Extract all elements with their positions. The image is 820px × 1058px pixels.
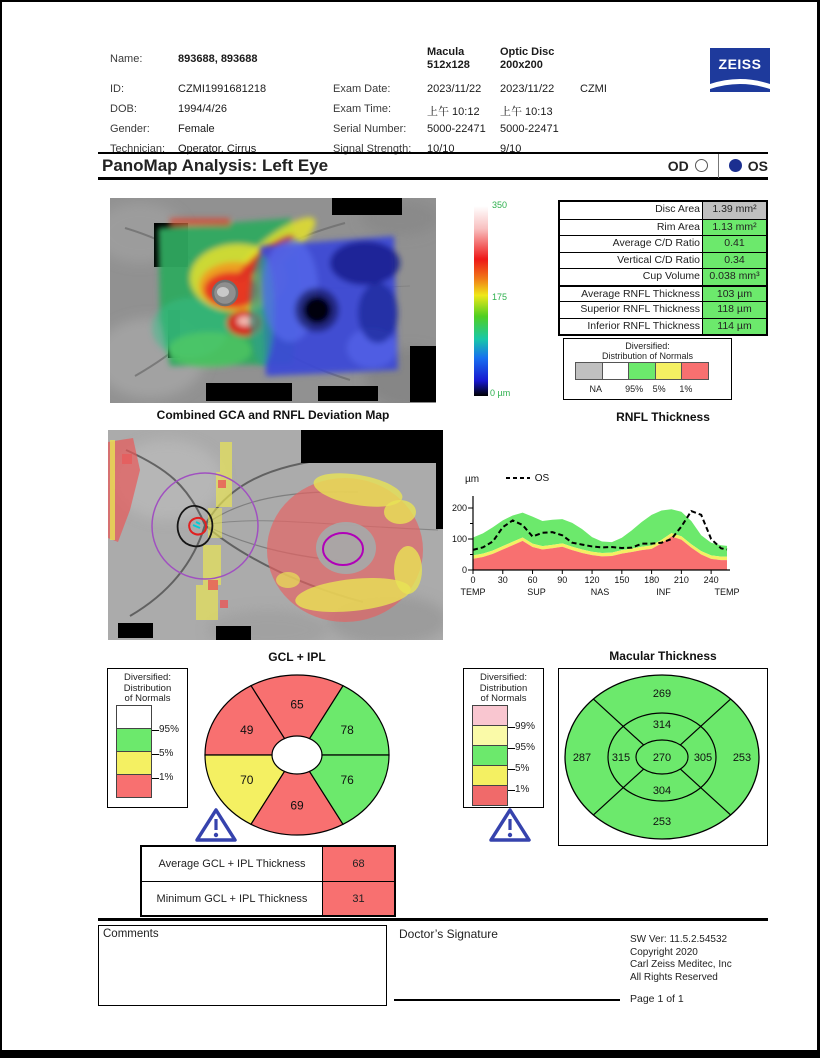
legend-tick [508,748,515,749]
rnfl-thickness-label: RNFL Thickness [616,410,710,424]
macula-exam-time: 上午 10:12 [427,106,480,118]
legend-tick [152,730,159,731]
site-code: CZMI [580,83,607,95]
svg-text:INF: INF [656,587,671,597]
page-title: PanoMap Analysis: Left Eye [102,155,329,175]
legend-swatch-stack [116,706,152,798]
svg-text:120: 120 [584,575,600,585]
comments-box[interactable] [98,925,387,1006]
table-row-value: 0.34 [702,253,766,269]
table-row [560,219,766,236]
table-row-value: 1.39 mm² [702,202,766,219]
svg-text:287: 287 [572,752,592,764]
legend-title-line: Distribution of Normals [601,351,694,361]
sw-version: SW Ver: 11.5.2.54532 [630,934,728,945]
svg-text:314: 314 [652,719,672,731]
svg-text:30: 30 [497,575,508,585]
legend-label: 1% [159,772,174,783]
exam-date-label: Exam Date: [333,83,391,95]
legend-label: 95% [625,384,644,394]
svg-text:150: 150 [614,575,630,585]
copyright: Copyright 2020 [630,946,698,958]
svg-text:78: 78 [340,722,354,737]
table-row [560,285,766,302]
legend-label: 5% [652,384,666,394]
gender-value: Female [178,123,215,135]
legend-tick [152,754,159,755]
table-row [560,235,766,252]
scale-max-label: 350 [492,200,508,210]
eye-divider [718,154,719,178]
svg-text:76: 76 [340,773,354,788]
table-row-label: Superior RNFL Thickness [580,303,700,315]
table-row-value: 0.41 [702,236,766,252]
signal-label: Signal Strength: [333,143,412,155]
svg-text:65: 65 [290,697,304,712]
svg-text:µm: µm [464,474,480,485]
table-row-value: 114 µm [702,319,766,335]
legend-swatch [602,362,630,380]
signature-line [394,999,620,1001]
thickness-color-scale [473,206,489,396]
id-value: CZMI1991681218 [178,83,267,95]
legend-swatch [575,362,603,380]
svg-text:200: 200 [452,503,467,513]
title-bar [98,152,768,180]
legend-swatch [681,362,709,380]
footer-divider [98,918,768,921]
gender-label: Gender: [110,123,150,135]
legend-tick [152,778,159,779]
legend-tick [508,727,515,728]
table-row-label: Inferior RNFL Thickness [587,319,700,332]
macula-scan-subtitle: 512x128 [427,59,470,71]
legend-swatch [628,362,656,380]
table-row [560,252,766,269]
svg-text:253: 253 [732,752,752,764]
id-label: ID: [110,83,125,95]
od-radio[interactable] [695,159,708,172]
optic-serial: 5000-22471 [500,123,559,135]
svg-text:304: 304 [652,785,672,797]
table-row [560,318,766,335]
macula-serial: 5000-22471 [427,123,486,135]
legend-swatch [116,728,152,752]
table-row-value: 31 [322,882,394,915]
table-row-value: 1.13 mm² [702,220,766,236]
combined-gca-rnfl-deviation-map-image [110,198,436,403]
svg-text:270: 270 [652,752,672,764]
optic-scan-title: Optic Disc [500,46,555,58]
svg-text:TEMP: TEMP [714,587,740,597]
svg-text:315: 315 [611,752,631,764]
os-radio-selected[interactable] [729,159,742,172]
table-row [142,881,394,915]
svg-text:60: 60 [527,575,538,585]
legend-title: Diversified: Distribution of Normals [123,672,172,704]
table-row-label: Average GCL + IPL Thickness [158,858,306,870]
legend-title: Diversified: Distribution of Normals [479,672,528,704]
svg-text:69: 69 [290,798,304,813]
page-number: Page 1 of 1 [630,993,684,1005]
table-row-value: 68 [322,847,394,881]
legend-label: 1% [679,384,693,394]
scale-min-label: 0 µm [490,388,511,398]
svg-text:49: 49 [240,722,254,737]
macular-thickness-title: Macular Thickness [609,649,717,663]
optic-exam-time: 上午 10:13 [500,106,553,118]
technician-label: Technician: [110,143,166,155]
svg-text:OS: OS [534,473,550,484]
table-row [560,301,766,318]
table-row-label: Average RNFL Thickness [581,287,700,300]
od-label: OD [667,157,689,174]
os-label: OS [747,157,768,174]
table-row-label: Rim Area [656,220,700,233]
legend-label: 5% [515,763,530,774]
onh-parameters-table [558,200,768,336]
rnfl-tsnit-chart [452,468,762,602]
legend-swatch [116,774,152,798]
warning-icon [487,806,533,844]
exam-time-label: Exam Time: [333,103,392,115]
technician-value: Operator, Cirrus [178,143,257,155]
optic-scan-subtitle: 200x200 [500,59,543,71]
macula-signal: 10/10 [427,143,455,155]
table-row-value: 0.038 mm³ [702,269,766,285]
signature-label: Doctor’s Signature [399,927,498,941]
macula-scan-title: Macula [427,46,465,58]
legend-swatch-stack [472,706,508,806]
dob-label: DOB: [110,103,137,115]
svg-text:NAS: NAS [590,587,610,597]
warning-icon [193,806,239,844]
legend-swatch [472,705,508,726]
legend-label: 1% [515,784,530,795]
legend-label: 5% [159,748,174,759]
legend-label: NA [589,384,602,394]
table-row [560,268,766,285]
svg-text:ZEISS: ZEISS [718,56,762,72]
svg-text:0: 0 [461,565,467,575]
legend-label: 99% [515,721,536,732]
legend-swatch [472,745,508,766]
legend-swatch [472,785,508,806]
svg-text:269: 269 [652,688,672,700]
scale-mid-label: 175 [492,292,508,302]
svg-text:0: 0 [470,575,476,585]
gcl-normals-legend [107,668,188,808]
optic-exam-date: 2023/11/22 [500,83,555,95]
legend-swatch [472,765,508,786]
svg-text:180: 180 [644,575,660,585]
table-row-label: Vertical C/D Ratio [617,253,700,266]
macular-normals-legend [463,668,544,808]
optic-signal: 9/10 [500,143,522,155]
eye-selector [668,154,768,178]
table-row [560,202,766,219]
rnfl-normals-legend [563,338,732,400]
legend-swatch [655,362,683,380]
macular-etdrs-grid [559,669,766,844]
software-info [630,934,732,984]
legend-swatch [116,705,152,729]
table-row-label: Cup Volume [642,270,700,282]
dob-value: 1994/4/26 [178,103,227,115]
name-label: Name: [110,53,143,65]
legend-swatch [472,725,508,746]
svg-text:253: 253 [652,816,672,828]
table-row-label: Disc Area [655,203,700,215]
svg-text:240: 240 [703,575,719,585]
company: Carl Zeiss Meditec, Inc [630,959,732,970]
table-row-label: Average C/D Ratio [612,237,700,249]
comments-label: Comments [103,928,159,940]
svg-text:305: 305 [693,752,713,764]
svg-text:210: 210 [673,575,689,585]
macular-thickness-chart-box [558,668,768,846]
gcl-ipl-summary-table [140,845,396,917]
svg-text:SUP: SUP [527,587,546,597]
panomap-fundus-deviation-image [108,430,443,640]
serial-label: Serial Number: [333,123,407,135]
table-row [142,847,394,881]
table-row-value: 118 µm [702,302,766,318]
name-value: 893688, 893688 [178,53,258,65]
zeiss-logo [710,48,770,92]
legend-label: 95% [159,724,180,735]
legend-tick [508,790,515,791]
legend-title-line: Diversified: [625,341,670,351]
table-row-label: Minimum GCL + IPL Thickness [156,892,308,905]
legend-swatch [116,751,152,775]
macula-exam-date: 2023/11/22 [427,83,482,95]
table-row-value: 103 µm [702,287,766,302]
legend-label: 95% [515,742,536,753]
svg-text:90: 90 [557,575,568,585]
gcl-ipl-title: GCL + IPL [268,650,326,664]
svg-text:TEMP: TEMP [460,587,486,597]
svg-text:100: 100 [452,534,467,544]
deviation-map-caption: Combined GCA and RNFL Deviation Map [156,408,390,422]
svg-text:70: 70 [240,773,254,788]
legend-tick [508,769,515,770]
rights: All Rights Reserved [630,971,718,983]
